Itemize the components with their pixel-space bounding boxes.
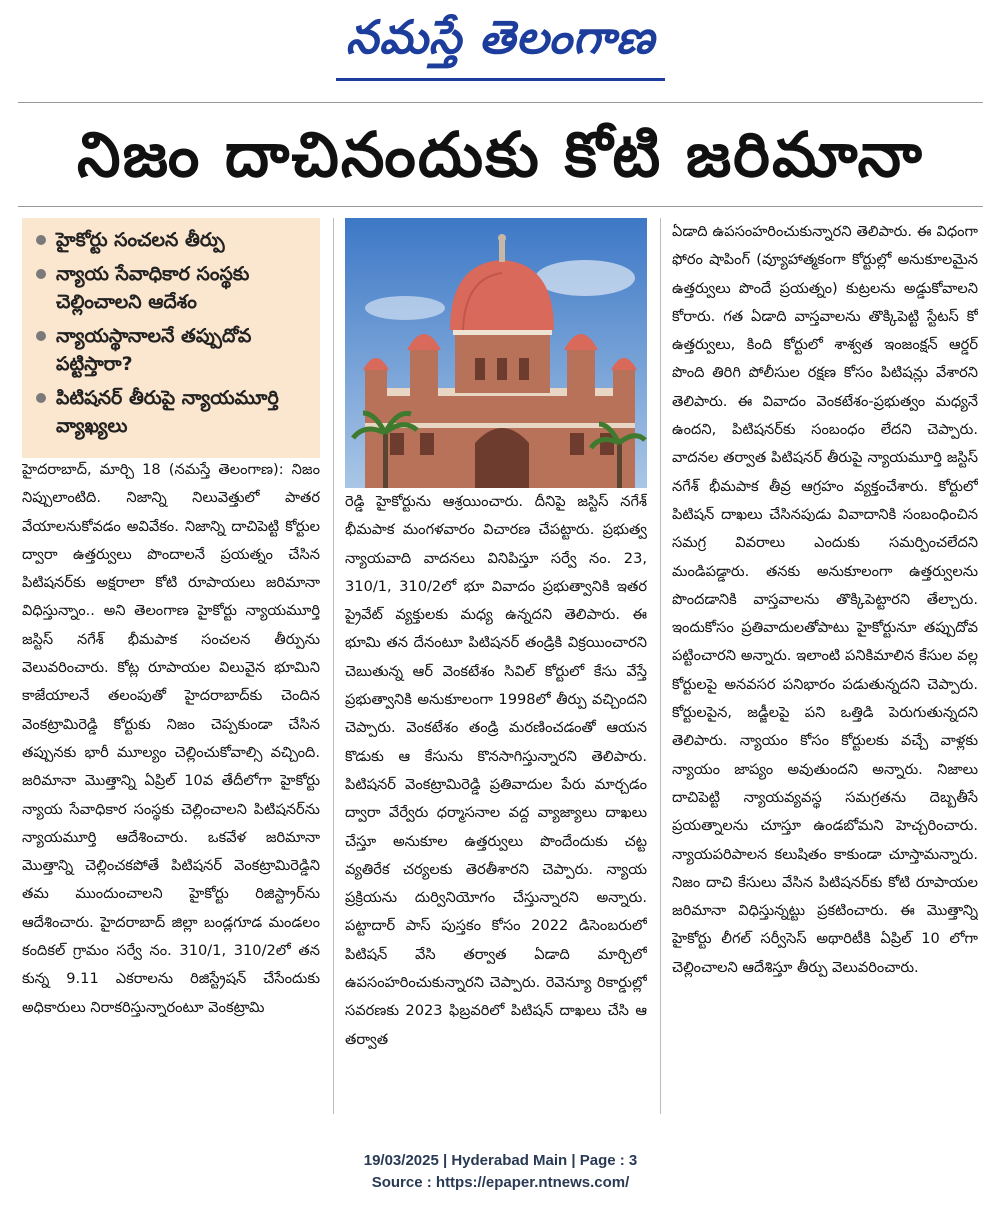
bullet-icon: [36, 393, 46, 403]
high-court-photo: [345, 218, 647, 488]
highlights-box: [22, 218, 320, 458]
article-column-2: [345, 488, 647, 1114]
bullet-icon: [36, 331, 46, 341]
article-text: హైదరాబాద్, మార్చి 18 (నమస్తే తెలంగాణ): నిజం నిప్పులాంటిది. నిజాన్ని నిలువెత్తులో పాతర వేయాలనుకోవడం అవివేకం. నిజాన్ని దాచిపెట్టి కోర్టుల ద్వారా ఉత్తర్వులు పొందాలనే ప్రయత్నం చేసిన పిటిషనర్‌కు అక్షరాలా కోటి రూపాయలు జరిమానా విధిస్తున్నాం.. అని తెలంగాణ హైకోర్టు న్యాయమూర్తి జస్టిస్ నగేశ్ భీమపాక సంచలన తీర్పును వెలువరించారు. కోట్ల రూపాయల విలువైన భూమిని కాజేయాలనే తలంపుతో హైదరాబాద్‌కు చెందిన వెంకట్రామిరెడ్డి కోర్టుకు నిజం చెప్పకుండా చేసిన తప్పునకు భారీ మూల్యం చెల్లించుకోవాల్సి వచ్చింది. జరిమానా మొత్తాన్ని ఏప్రిల్ 10వ తేదీలోగా హైకోర్టు న్యాయ సేవాధికార సంస్థకు చెల్లించాలని పిటిషనర్‌ను న్యాయమూర్తి ఆదేశించారు. ఒకవేళ జరిమానా మొత్తాన్ని చెల్లించకపోతే పిటిషనర్ వెంకట్రామిరెడ్డిని తమ ముందుంచాలని హైకోర్టు రిజిస్ట్రార్‌ను ఆదేశించారు. హైదరాబాద్ జిల్లా బండ్లగూడ మండలం కందికల్ గ్రామం సర్వే నం. 310/1, 310/2లో తన కున్న 9.11 ఎకరాలను రిజిస్ట్రేషన్ చేసేందుకు అధికారులు నిరాకరిస్తున్నారంటూ వెంకట్రామి: [22, 461, 320, 1016]
column-divider: [660, 218, 661, 1114]
highlight-item: [32, 226, 310, 254]
building-illustration: [345, 218, 647, 488]
highlight-text: న్యాయస్థానాలనే తప్పుదోవ పట్టిస్తారా?: [56, 325, 252, 375]
highlight-item: [32, 260, 310, 316]
highlight-text: హైకోర్టు సంచలన తీర్పు: [56, 229, 225, 251]
masthead: [0, 0, 1001, 78]
article-column-1: [22, 456, 320, 1114]
footer-source[interactable]: Source : https://epaper.ntnews.com/: [371, 1174, 630, 1191]
footer-edition: 19/03/2025 | Hyderabad Main | Page : 3: [363, 1152, 638, 1169]
highlight-item: [32, 384, 310, 440]
article-column-3: [672, 218, 978, 1114]
footer: [0, 1150, 1001, 1194]
article-text: రెడ్డి హైకోర్టును ఆశ్రయించారు. దీనిపై జస్టిస్ నగేశ్ భీమపాక మంగళవారం విచారణ చేపట్టారు. ప్రభుత్వ న్యాయవాది వాదనలు వినిపిస్తూ సర్వే నం. 23, 310/1, 310/2లో భూ వివాదం ప్రభుత్వానికి ఇతర ప్రైవేట్ వ్యక్తులకు మధ్య ఉన్నదని తెలిపారు. ఈ భూమి తన దేనంటూ పిటిషనర్ తండ్రికి విక్రయించారని చెబుతున్న ఆర్ వెంకటేశం సివిల్ కోర్టులో కేసు వేస్తే ప్రభుత్వానికి అనుకూలంగా 1998లో తీర్పు వచ్చిందని చెప్పారు. వెంకటేశం తండ్రి మరణించడంతో ఆయన కొడుకు ఆ కేసును కొనసాగిస్తున్నారని తెలిపారు. పిటిషనర్ వెంకట్రామిరెడ్డి ప్రతివాదుల పేరు మార్చడం ద్వారా వేర్వేరు ధర్మాసనాల వద్ద వ్యాజ్యాలు దాఖలు చేస్తూ అనుకూల ఉత్తర్వులు పొందేందుకు చట్ట వ్యతిరేక చర్యలకు తెరతీశారని చెప్పారు. న్యాయ ప్రక్రియను దుర్వినియోగం చేస్తున్నారని అన్నారు. పట్టాదార్ పాస్ పుస్తకం కోసం 2022 డిసెంబరులో పిటిషన్ వేసి తర్వాత ఏడాది మార్చిలో ఉపసంహరించుకున్నారని చెప్పారు. రెవెన్యూ రికార్డుల్లో సవరణకు 2023 ఫిబ్రవరిలో పిటిషన్ దాఖలు చేసి ఆ తర్వాత: [345, 493, 647, 1048]
column-divider: [333, 218, 334, 1114]
divider: [18, 102, 983, 103]
masthead-logo: నమస్తే తెలంగాణ: [336, 10, 665, 81]
divider: [18, 206, 983, 207]
highlight-text: న్యాయ సేవాధికార సంస్థకు చెల్లించాలని ఆదేశం: [56, 263, 250, 313]
highlight-item: [32, 322, 310, 378]
bullet-icon: [36, 269, 46, 279]
bullet-icon: [36, 235, 46, 245]
headline: నిజం దాచినందుకు కోటి జరిమానా: [77, 118, 924, 191]
article-text: ఏడాది ఉపసంహరించుకున్నారని తెలిపారు. ఈ విధంగా ఫోరం షాపింగ్ (వ్యూహాత్మకంగా కోర్టుల్లో అనుకూలమైన ఉత్తర్వులు పొందే ప్రయత్నం) కుట్రలను అడ్డుకోవాలని కోరారు. గత ఏడాది వాస్తవాలను తొక్కిపెట్టి స్టేటస్ కో ఉత్తర్వులు, కింది కోర్టులో శాశ్వత ఇంజంక్షన్ ఆర్డర్ పొంది తిరిగి పోలీసుల రక్షణ కోసం పిటిషన్లు వేశారని తెలిపారు. ఈ వివాదం వెంకటేశం-ప్రభుత్వం మధ్యనే ఉందని, పిటిషనర్‌కు సంబంధం లేదని చెప్పారు. వాదనల తర్వాత పిటిషనర్ తీరుపై న్యాయమూర్తి జస్టిస్ నగేశ్ భీమపాక తీవ్ర ఆగ్రహం వ్యక్తంచేశారు. కోర్టులో పిటిషన్ దాఖలు చేసినపుడు వివాదానికి సంబంధించిన సమగ్ర వివరాలు ఎందుకు సమర్పించలేదని మండిపడ్డారు. తనకు అనుకూలంగా ఉత్తర్వులను పొందడానికి వాస్తవాలను తొక్కిపెట్టారని తేల్చారు. ఇందుకోసం ప్రతివాదులతోపాటు హైకోర్టునూ తప్పుదోవ పట్టించారని అన్నారు. ఇలాంటి పనికిమాలిన కేసుల వల్ల కోర్టులపై అనవసర పనిభారం పడుతున్నదని చెప్పారు. కోర్టులపైన, జడ్జీలపై పని ఒత్తిడి పెరుగుతున్నదని తెలిపారు. న్యాయం కోసం కోర్టులకు వచ్చే వాళ్లకు న్యాయం జాప్యం అవుతుందని అన్నారు. నిజాలు దాచిపెట్టి న్యాయవ్యవస్థ సమగ్రతను దెబ్బతీసే ప్రయత్నాలను చూస్తూ ఉండబోమని హెచ్చరించారు. న్యాయపరిపాలన కలుషితం కాకుండా చూస్తామన్నారు. నిజం దాచి కేసులు వేసిన పిటిషనర్‌కు కోటి రూపాయల జరిమానా విధిస్తున్నట్టు ప్రకటించారు. ఈ మొత్తాన్ని హైకోర్టు లీగల్ సర్వీసెస్ అథారిటీకి ఏప్రిల్ 10 లోగా చెల్లించాలని ఆదేశిస్తూ తీర్పు వెలువరించారు.: [672, 223, 978, 976]
highlight-text: పిటిషనర్ తీరుపై న్యాయమూర్తి వ్యాఖ్యలు: [56, 387, 279, 437]
